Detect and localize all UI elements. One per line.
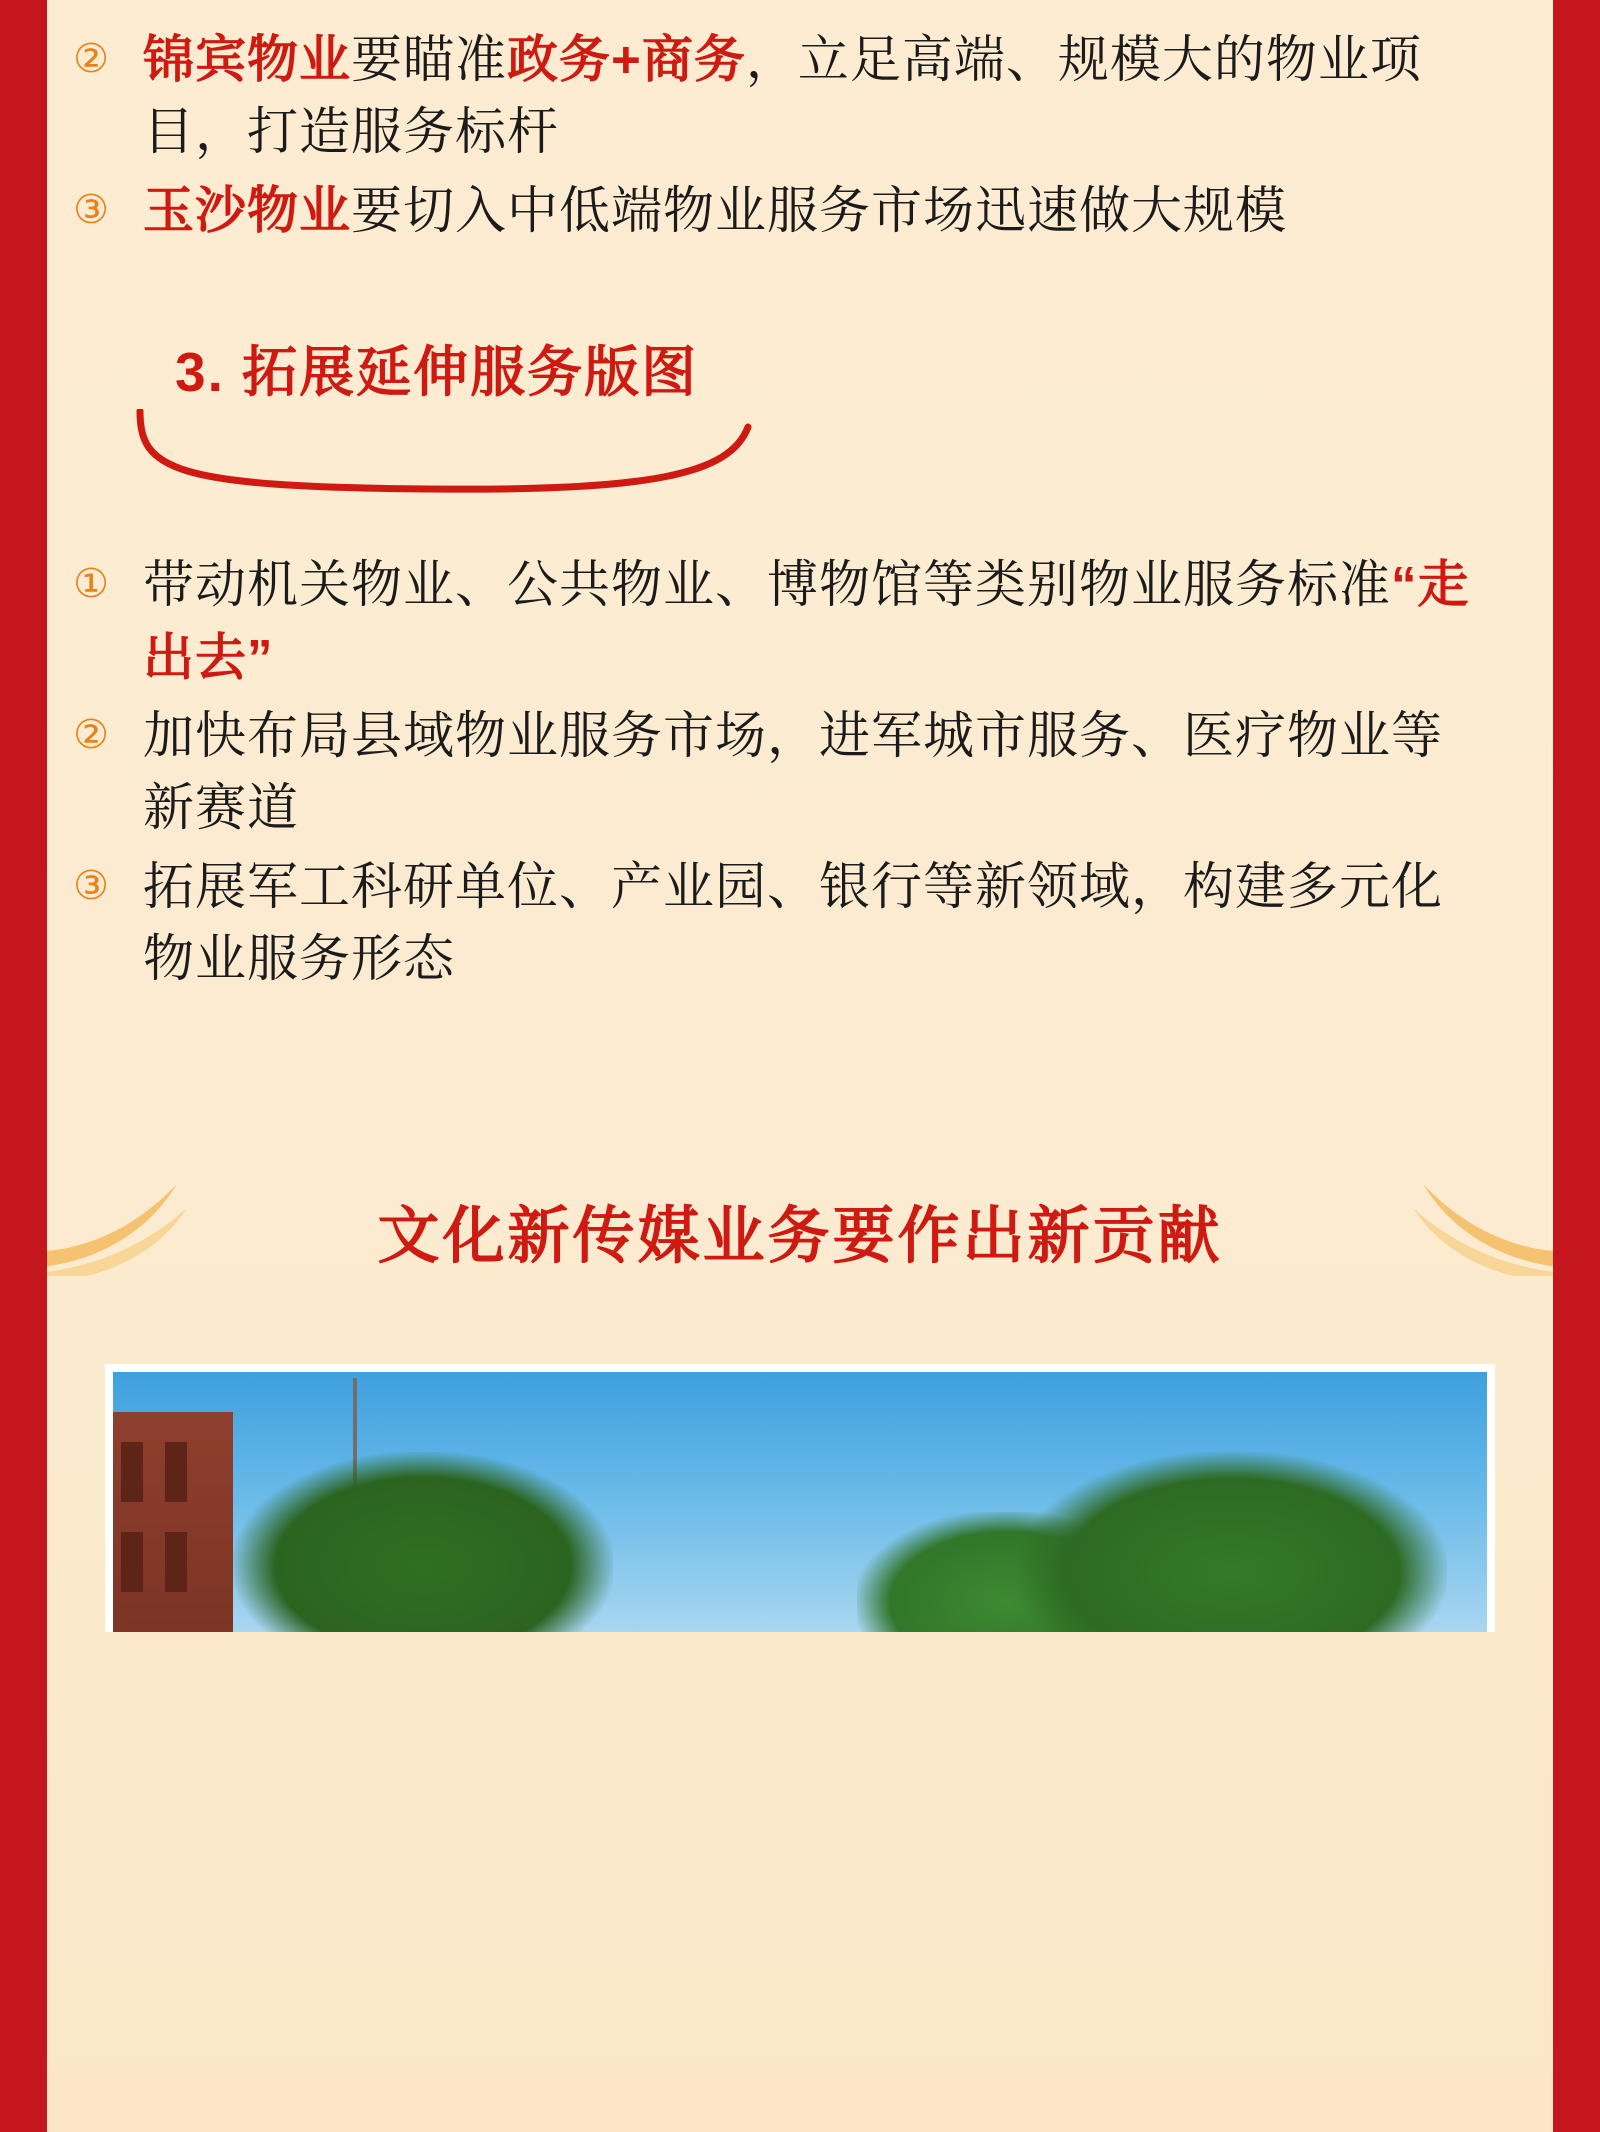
list-item-text xyxy=(143,851,1493,996)
highlight-text: 政务+商务 xyxy=(507,31,746,88)
section-heading xyxy=(47,339,1553,495)
list-item xyxy=(73,700,1493,845)
campus-building-photo xyxy=(113,1372,1487,1632)
list-item-number: ① xyxy=(73,561,109,608)
photo-tree xyxy=(1017,1452,1447,1632)
list-item xyxy=(73,175,1493,247)
highlight-text: “走出去” xyxy=(143,556,1470,686)
section-list xyxy=(47,549,1553,995)
wing-ribbon-icon xyxy=(47,1156,257,1276)
list-item-number: ② xyxy=(73,712,109,759)
page-title: 文化新传媒业务要作出新贡献 xyxy=(377,1202,1223,1272)
section-title: 3. 拓展延伸服务版图 xyxy=(175,341,699,404)
photo-building xyxy=(113,1412,233,1632)
list-item-number: ③ xyxy=(73,186,109,233)
body-text: 加快布局县域物业服务市场，进军城市服务、医疗物业等新赛道 xyxy=(143,707,1444,837)
photo-frame xyxy=(105,1364,1495,1632)
banner-title-block xyxy=(47,1146,1553,1316)
poster-sheet xyxy=(47,0,1553,2132)
list-item-text xyxy=(143,549,1493,694)
body-text: 要瞄准 xyxy=(351,31,508,88)
body-text: 拓展军工科研单位、产业园、银行等新领域，构建多元化物业服务形态 xyxy=(143,857,1444,988)
list-item-number: ② xyxy=(73,36,109,82)
body-text: ，立足高端、规模大的物业项目，打造服务标杆 xyxy=(143,31,1422,161)
highlight-text: 锦宾物业 xyxy=(143,31,352,88)
list-item xyxy=(73,851,1493,996)
body-text: 要切入中低端物业服务市场迅速做大规模 xyxy=(351,181,1288,239)
body-text: 带动机关物业、公共物业、博物馆等类别物业服务标准 xyxy=(143,556,1392,614)
list-item-number: ③ xyxy=(73,862,109,909)
list-item-text xyxy=(143,175,1493,247)
underline-swoosh-icon xyxy=(130,409,830,495)
list-item-text xyxy=(143,700,1493,845)
wing-ribbon-icon xyxy=(1343,1156,1553,1276)
top-list xyxy=(47,0,1553,247)
list-item xyxy=(73,549,1493,694)
photo-tree xyxy=(233,1452,613,1632)
highlight-text: 玉沙物业 xyxy=(143,181,352,239)
list-item-text xyxy=(143,24,1493,169)
list-item xyxy=(73,24,1493,169)
